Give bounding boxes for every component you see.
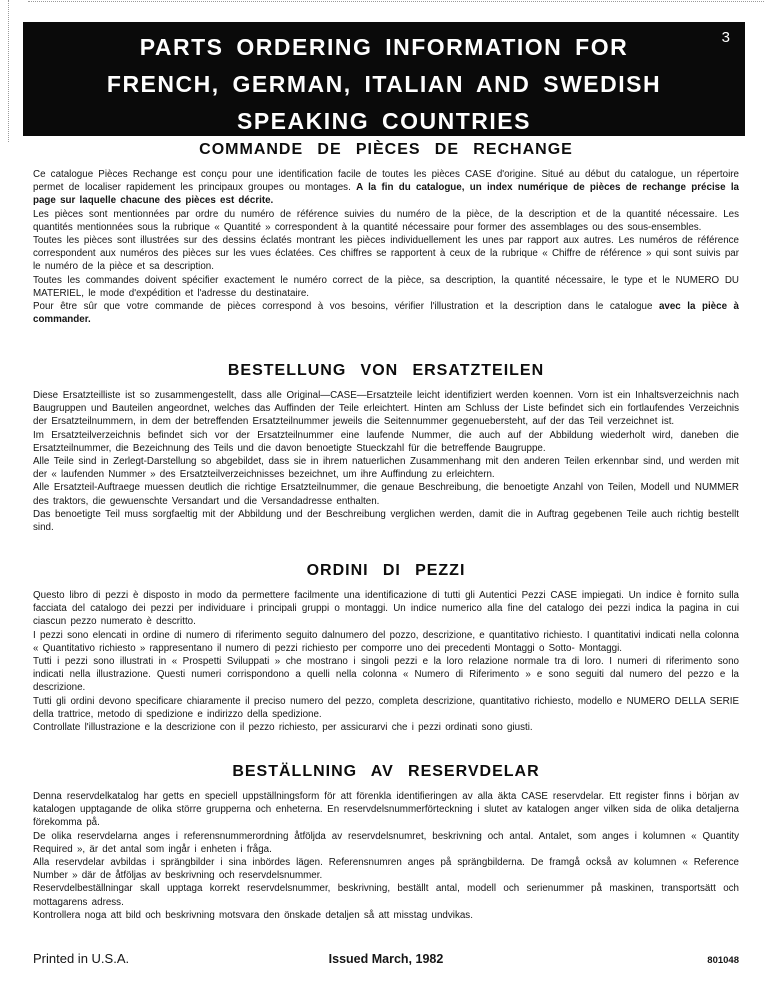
paragraph: Im Ersatzteilverzeichnis befindet sich vor der Ersatzteilnummer eine laufende Nummer, die auch auf der Abbildung wiederholt wird, daneben die Ersatzteilnummer, die Bezeichnung des Teils und die davon benoetigte Stueckzahl für die betreffende Baugruppe. — [33, 429, 739, 454]
title-banner — [23, 22, 745, 136]
paragraph: Les pièces sont mentionnées par ordre du numéro de référence suivies du numéro de la pièce, de la description et de la quantité nécessaire. Les quantités mentionnées sous la rubrique « Quantité » correspondent à la quantité nécessaire pour former des assemblages ou des sous-ensembles. — [33, 208, 739, 233]
paragraph: Toutes les pièces sont illustrées sur des dessins éclatés montrant les pièces individuellement les unes par rapport aux autres. Les numéros de référence correspondent aux numéros des pièces sur les vues éclatées. Ces chiffres se rapportent à ceux de la rubrique « Chiffre de référence » qui sont suivis par le numéro de la pièce et sa description. — [33, 235, 739, 273]
scan-artifact-top — [28, 1, 764, 2]
paragraph: Controllate l'illustrazione e la descrizione con il pezzo richiesto, per assicurarvi che i pezzi ordinati sono giusti. — [33, 722, 533, 734]
paragraph: Pour être sûr que votre commande de pièces correspond à vos besoins, vérifier l'illustration et la description dans le catalogue avec la pièce à commander. — [33, 301, 740, 326]
language-section — [33, 562, 739, 734]
paragraph: I pezzi sono elencati in ordine di numero di riferimento seguito dalnumero del pozzo, descrizione, e quantitativo richiesto. I quantitativi indicati nella colonna « Quantitativo richiesto » rappresentano il numero di pezzi richiesto per comporre uno dei precedenti Montaggi o Sotto- Montaggi. — [33, 629, 739, 654]
issued-date-label: Issued March, 1982 — [328, 952, 444, 966]
section-body — [33, 790, 739, 922]
paragraph: Tutti i pezzi sono illustrati in « Prospetti Sviluppati » che mostrano i singoli pezzi e la loro relazione normale tra di loro. I numeri di riferimento sono indicati nella illustrazione. Questi numeri corrispondono a quelli nella colonna « Numero di Riferimento » e sono seguiti dal numero del pezzo e la descrizione. — [33, 656, 739, 694]
paragraph: Tutti gli ordini devono specificare chiaramente il preciso numero del pezzo, completa descrizione, quantitativo richiesto, modello e NUMERO DELLA SERIE della trattrice, metodo di spedizione e indirizzo della spedizione. — [33, 695, 739, 720]
section-heading: BESTELLUNG VON ERSATZTEILEN — [227, 362, 545, 379]
paragraph: Toutes les commandes doivent spécifier exactement le numéro correct de la pièce, sa description, la quantité nécessaire, le type et le NUMERO DU MATERIEL, le mode d'expédition et l'adresse du destinataire. — [33, 274, 739, 299]
paragraph: Alle Ersatzteil-Auftraege muessen deutlich die richtige Ersatzteilnummer, die genaue Beschreibung, die benoetigte Anzahl von Teilen, Modell und NUMMER des traktors, die gewuenschte Versandart und die Versandadresse enthalten. — [33, 482, 739, 507]
banner-line-1: PARTS ORDERING INFORMATION FOR — [139, 34, 629, 60]
paragraph: Kontrollera noga att bild och beskrivning motsvara den önskade detaljen så att misstag undvikas. — [33, 909, 473, 921]
section-heading: COMMANDE DE PIÈCES DE RECHANGE — [199, 141, 573, 158]
section-body — [33, 589, 739, 734]
paragraph: Das benoetigte Teil muss sorgfaeltig mit der Abbildung und der Beschreibung verglichen werden, damit die in Auftrag gegebenen Teile auch richtig bestellt sind. — [33, 508, 739, 534]
paragraph: Diese Ersatzteilliste ist so zusammengestellt, dass alle Original—CASE—Ersatzteile leicht identifiziert werden koennen. Vorn ist ein Inhaltsverzeichnis nach Baugruppen und Bauteilen angeordnet, welches das Auffinden der Teile erleichtert. Hinten am Schluss der Liste befindet sich ein fortlaufendes Verzeichnis der Ersatzteilnummern, in dem der betreffenden Ersatzteilnummer jeweils die Seitennummer gegenuebersteht, auf der das Teil verzeichnet ist. — [33, 390, 739, 428]
language-section — [33, 763, 739, 922]
page-number: 3 — [721, 29, 730, 46]
language-section — [33, 362, 739, 534]
paragraph: Denna reservdelkatalog har getts en speciell uppställningsform för att förenkla identifieringen av alla äkta CASE reservdelar. Ett register finns i början av katalogen upptagande de olika större grupperna och enheterna. En reservdelsnummerförteckning i slutet av katalogen anger vilken sida de olika detaljerna förekomma på. — [33, 791, 739, 829]
title-banner-text — [23, 22, 745, 140]
paragraph: Questo libro di pezzi è disposto in modo da permettere facilmente una identificazione di tutti gli Autentici Pezzi CASE impiegati. Un indice è fornito sulla facciata del catalogo dei pezzi per individuare i principali gruppi o montaggi. Un indice numerico alla fine del catalogo dei pezzi indica la pagina in cui ciascun pezzo numerato è descritto. — [33, 590, 739, 628]
paragraph: Reservdelbeställningar skall upptaga korrekt reservdelsnummer, beskrivning, beställt antal, modell och serienummer på maskinen, transportsätt och mottagarens adress. — [33, 883, 739, 908]
form-number-label: 801048 — [707, 955, 739, 966]
printed-in-label: Printed in U.S.A. — [33, 951, 130, 966]
scan-artifact-left — [8, 0, 9, 142]
paragraph: Alle Teile sind in Zerlegt-Darstellung so abgebildet, dass sie in ihrem natuerlichen Zusammenhang mit den anderen Teilen erkennbar sind, und werden mit der « laufenden Nummer » des Ersatzteilverzeichnisses bezeichnet, um ihre Auffindung zu erleichtern. — [33, 456, 739, 481]
paragraph: De olika reservdelarna anges i referensnummerordning åtföljda av reservdelsnumret, beskrivning och antal. Antalet, som anges i kolumnen « Quantity Required », är det antal som ingår i enheten i fråga. — [33, 830, 739, 855]
paragraph: Alla reservdelar avbildas i sprängbilder i sina inbördes lägen. Referensnumren anges på sprängbilderna. De framgå också av kolumnen « Reference Number » där de åtföljas av beskrivning och reservdelsnummer. — [33, 857, 739, 882]
section-heading: ORDINI DI PEZZI — [306, 562, 466, 579]
section-body — [33, 389, 739, 534]
section-body — [33, 168, 739, 326]
banner-line-3: SPEAKING COUNTRIES — [237, 108, 531, 134]
section-heading: BESTÄLLNING AV RESERVDELAR — [232, 763, 540, 780]
banner-line-2: FRENCH, GERMAN, ITALIAN AND SWEDISH — [106, 71, 662, 97]
paragraph: Ce catalogue Pièces Rechange est conçu pour une identification facile de toutes les pièces CASE d'origine. Situé au début du catalogue, un répertoire permet de localiser rapidement les principaux groupes ou montages. A la fin du catalogue, un index numérique de pièces de rechange précise la page sur laquelle chacune des pièces est décrite. — [33, 169, 740, 207]
page-footer — [33, 951, 739, 966]
language-section — [33, 141, 739, 326]
